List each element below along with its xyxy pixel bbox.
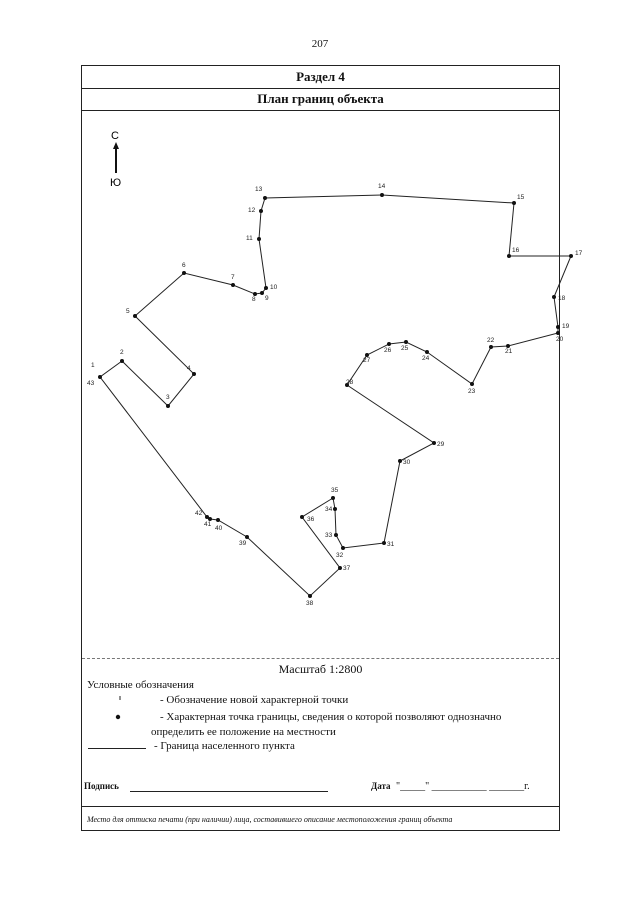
point-label-34: 34 [325,506,333,513]
boundary-point-5 [133,314,137,318]
compass-south-label: Ю [110,177,122,189]
existing-point-icon [114,713,122,721]
boundary-point-3 [166,404,170,408]
point-label-32: 32 [336,552,344,559]
boundary-point-33 [334,533,338,537]
boundary-point-34 [333,507,337,511]
boundary-point-20 [556,331,560,335]
point-label-36: 36 [307,516,315,523]
boundary-point-40 [216,518,220,522]
boundary-point-35 [331,496,335,500]
point-label-19: 19 [562,323,570,330]
boundary-point-9 [260,291,264,295]
point-label-38: 38 [306,600,314,607]
point-label-16: 16 [512,247,520,254]
point-label-2: 2 [120,349,124,356]
boundary-point-7 [231,283,235,287]
boundary-point-37 [338,566,342,570]
plan-drawing [82,110,583,658]
point-label-4: 4 [187,365,191,372]
boundary-point-23 [470,382,474,386]
section-frame [81,65,583,831]
boundary-point-12 [259,209,263,213]
point-label-15: 15 [517,194,525,201]
compass [110,130,121,189]
point-label-27: 27 [363,357,371,364]
point-label-25: 25 [401,345,409,352]
point-label-10: 10 [270,284,278,291]
point-label-20: 20 [556,336,564,343]
point-label-29: 29 [437,441,445,448]
boundary-point-13 [263,196,267,200]
boundary-point-31 [382,541,386,545]
date-field[interactable]: "_____" ___________ _______г. [396,781,530,792]
point-label-24: 24 [422,355,430,362]
point-label-18: 18 [558,295,566,302]
point-label-23: 23 [468,388,476,395]
boundary-point-6 [182,271,186,275]
point-label-13: 13 [255,186,263,193]
point-label-37: 37 [343,565,351,572]
boundary-point-29 [432,441,436,445]
point-label-22: 22 [487,337,495,344]
boundary-point-19 [556,325,560,329]
legend-existing-point: - Характерная точка границы, сведения о которой позволяют однозначно [160,711,502,723]
boundary-point-42 [205,515,209,519]
point-label-17: 17 [575,250,583,257]
point-label-28: 28 [346,379,354,386]
point-label-1: 1 [91,362,95,369]
stamp-place-note: Место для оттиска печати (при наличии) лица, составившего описание местоположения границ объекта [82,806,559,831]
boundary-point-16 [507,254,511,258]
section-title: Раздел 4 [82,66,559,89]
boundary-point-18 [552,295,556,299]
boundary-point-25 [404,340,408,344]
boundary-point-22 [489,345,493,349]
point-label-39: 39 [239,540,247,547]
point-label-30: 30 [403,459,411,466]
legend-existing-point-cont: определить ее положение на местности [151,726,336,738]
boundary-point-11 [257,237,261,241]
boundary-point-4 [192,372,196,376]
compass-arrowhead-icon [113,142,119,149]
boundary-point-14 [380,193,384,197]
boundary-point-26 [387,342,391,346]
legend-boundary: - Граница населенного пункта [154,740,295,752]
signature-label: Подпись [84,781,119,791]
boundary-point-39 [245,535,249,539]
boundary-point-30 [398,459,402,463]
boundary-point-17 [569,254,573,258]
page-number: 207 [311,38,329,50]
point-label-5: 5 [126,308,130,315]
boundary-point-15 [512,201,516,205]
legend-title: Условные обозначения [87,679,194,691]
new-point-icon [116,695,124,705]
compass-north-label: С [111,130,119,142]
boundary-point-2 [120,359,124,363]
point-label-35: 35 [331,487,339,494]
legend-new-point: - Обозначение новой характерной точки [160,694,349,706]
boundary-point-10 [264,286,268,290]
point-label-21: 21 [505,348,513,355]
boundary-plan [82,110,583,659]
boundary-point-43 [98,375,102,379]
boundary-point-24 [425,350,429,354]
point-label-7: 7 [231,274,235,281]
point-label-3: 3 [166,394,170,401]
point-label-12: 12 [248,207,256,214]
point-label-26: 26 [384,347,392,354]
point-label-31: 31 [387,541,395,548]
point-label-42: 42 [195,510,203,517]
boundary-point-36 [300,515,304,519]
scale-label: Масштаб 1:2800 [278,662,363,676]
point-label-40: 40 [215,525,223,532]
boundary-line-icon [88,748,146,749]
point-label-41: 41 [204,521,212,528]
point-label-33: 33 [325,532,333,539]
point-label-8: 8 [252,296,256,303]
section-subtitle: План границ объекта [82,88,559,111]
point-label-9: 9 [265,295,269,302]
point-label-43: 43 [87,380,95,387]
boundary-points [87,183,583,607]
date-label: Дата [371,781,391,791]
signature-field[interactable] [130,791,328,792]
point-label-6: 6 [182,262,186,269]
point-label-11: 11 [246,235,253,242]
point-label-14: 14 [378,183,386,190]
boundary-point-38 [308,594,312,598]
boundary-point-32 [341,546,345,550]
